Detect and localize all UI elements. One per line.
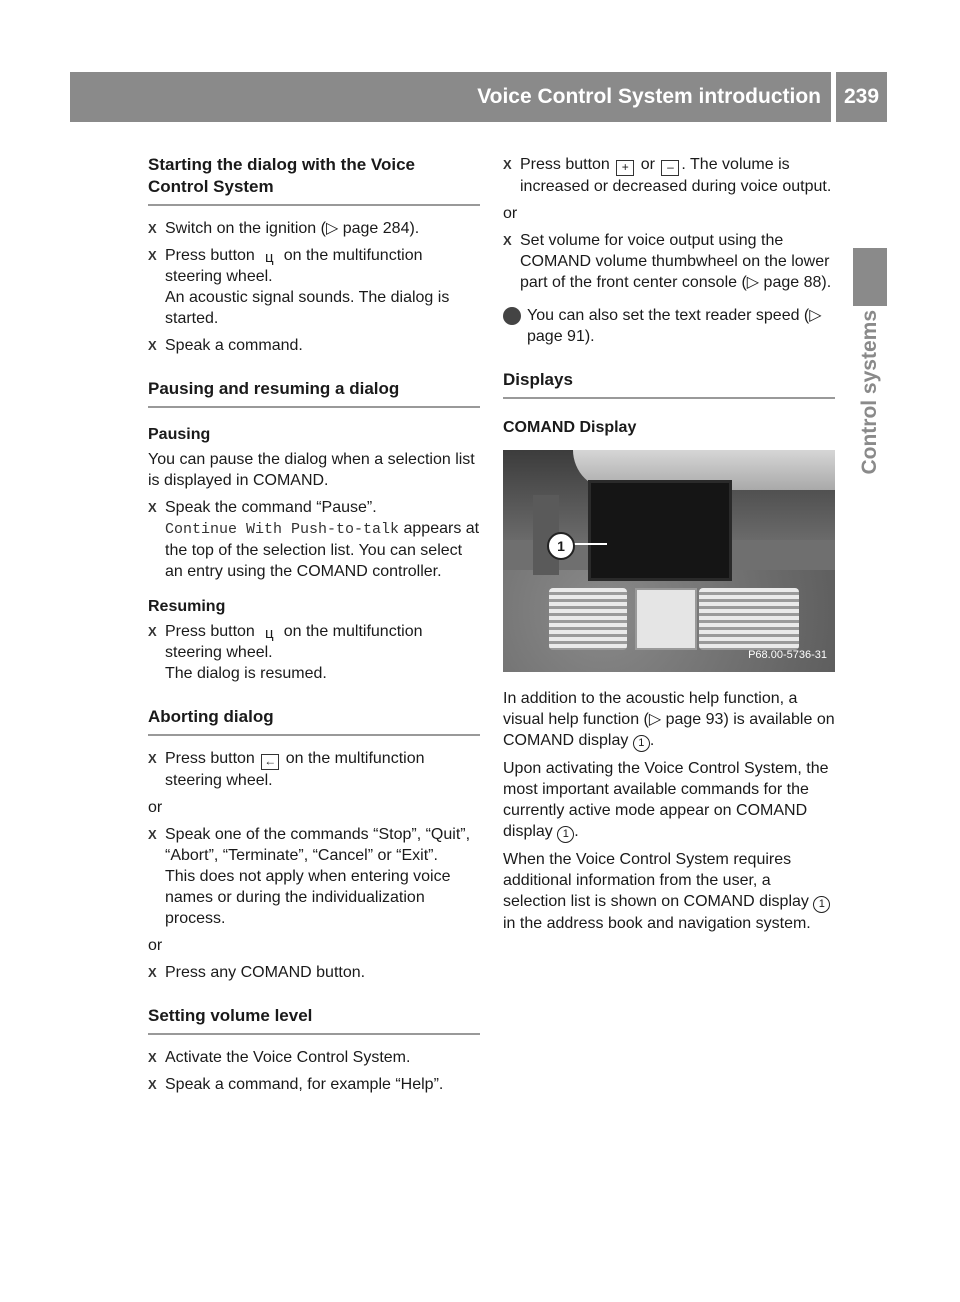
callout-marker: 1 (547, 532, 575, 560)
page-title: Voice Control System introduction (477, 85, 821, 108)
section-title: Aborting dialog (148, 706, 480, 736)
step-list (503, 154, 835, 197)
step-text: Activate the Voice Control System. (165, 1049, 411, 1066)
voice-button-icon: ц (264, 625, 274, 642)
step-text: Press any COMAND button. (165, 964, 366, 981)
paragraph-text: in the address book and navigation system. (503, 915, 811, 932)
list-item (148, 245, 480, 329)
step-list (148, 748, 480, 791)
step-text: Switch on the ignition (▷ page 284). (165, 220, 420, 237)
or-text: or (148, 937, 163, 954)
subheading-pausing: Pausing (148, 426, 211, 443)
step-text: on the multifunction steering wheel. (165, 247, 423, 285)
step-list (148, 497, 480, 582)
paragraph-text: When the Voice Control System requires additional information from the user, a selection list is shown on COMAND display (503, 851, 809, 910)
list-item (148, 335, 480, 356)
section-title: Setting volume level (148, 1005, 480, 1035)
paragraph (503, 688, 835, 752)
photo-air-vent-left (549, 588, 627, 650)
step-text: Speak one of the commands “Stop”, “Quit”, “Abort”, “Terminate”, “Cancel” or “Exit”. (165, 826, 471, 864)
photo-code: P68.00-5736-31 (748, 649, 827, 661)
section-pausing-resuming (148, 378, 480, 684)
step-text: appears at the top of the selection list. You can select an entry using the COMAND controller. (165, 520, 480, 580)
list-item (148, 218, 480, 239)
subheading-comand-display: COMAND Display (503, 419, 637, 436)
paragraph (503, 758, 835, 843)
step-text: or (640, 156, 655, 173)
list-item (148, 621, 480, 684)
right-column (498, 150, 835, 940)
section-title: Starting the dialog with the Voice Control System (148, 154, 480, 206)
info-text: You can also set the text reader speed (▷ page 91). (527, 307, 822, 345)
plus-button-icon: + (616, 160, 634, 176)
header-bar (70, 72, 831, 122)
paragraph-text: Upon activating the Voice Control System, the most important available commands for the currently active mode appear on COMAND display (503, 760, 829, 840)
section-volume-level (148, 1005, 480, 1095)
step-text: Speak the command “Pause”. (165, 499, 377, 516)
step-text: . The volume is increased or decreased during voice output. (520, 156, 832, 195)
list-item (503, 154, 835, 197)
callout-ref: 1 (633, 735, 650, 752)
paragraph: You can pause the dialog when a selection list is displayed in COMAND. (148, 451, 475, 489)
list-item (148, 824, 480, 929)
info-note (498, 305, 835, 347)
paragraph-text: In addition to the acoustic help function, a visual help function (▷ page 93) is available on COMAND display (503, 690, 835, 749)
or-text: or (503, 205, 518, 222)
step-text: Press button (520, 156, 610, 173)
step-text: Press button (165, 750, 255, 767)
step-text: Set volume for voice output using the COMAND volume thumbwheel on the lower part of the front center console (▷ page 88). (520, 232, 832, 291)
list-item (148, 962, 480, 983)
list-item (148, 748, 480, 791)
step-list (148, 962, 480, 983)
step-text: Speak a command. (165, 337, 303, 354)
section-title: Pausing and resuming a dialog (148, 378, 480, 408)
step-list (148, 824, 480, 929)
step-list (148, 621, 480, 684)
list-item (148, 497, 480, 582)
step-text: Speak a command, for example “Help”. (165, 1076, 444, 1093)
step-text: Press button (165, 247, 255, 264)
section-displays (503, 369, 835, 934)
or-text: or (148, 799, 163, 816)
info-icon: i (503, 307, 521, 325)
side-tab-label: Control systems (858, 310, 881, 475)
step-note: This does not apply when entering voice names or during the individualization process. (165, 868, 451, 927)
paragraph-text: . (649, 732, 655, 749)
voice-button-icon: ц (264, 249, 274, 266)
list-item (148, 1074, 480, 1095)
photo-clock (635, 588, 697, 650)
minus-button-icon: – (661, 160, 679, 176)
step-result: An acoustic signal sounds. The dialog is started. (165, 289, 450, 327)
section-title: Displays (503, 369, 835, 399)
step-text: on the multifunction steering wheel. (165, 623, 423, 661)
list-item (148, 1047, 480, 1068)
step-text: on the multifunction steering wheel. (165, 750, 425, 789)
comand-display-photo (503, 450, 835, 672)
step-list (148, 218, 480, 356)
section-aborting-dialog (148, 706, 480, 983)
callout-ref: 1 (813, 896, 830, 913)
back-button-icon: ← (261, 754, 279, 770)
paragraph (503, 849, 835, 934)
left-column (148, 150, 480, 1101)
side-tab-marker (853, 248, 887, 306)
side-tab (842, 310, 898, 696)
callout-line (573, 543, 607, 545)
photo-screen (588, 480, 732, 581)
step-list (148, 1047, 480, 1095)
subheading-resuming: Resuming (148, 598, 226, 615)
display-message: Continue With Push-to-talk (165, 521, 400, 538)
callout-ref: 1 (557, 826, 574, 843)
list-item (503, 230, 835, 293)
step-list (503, 230, 835, 293)
section-starting-dialog (148, 154, 480, 356)
page-number: 239 (836, 72, 887, 122)
photo-air-vent-right (699, 588, 799, 650)
step-result: The dialog is resumed. (165, 665, 327, 682)
paragraph-text: . (574, 823, 579, 840)
step-text: Press button (165, 623, 255, 640)
